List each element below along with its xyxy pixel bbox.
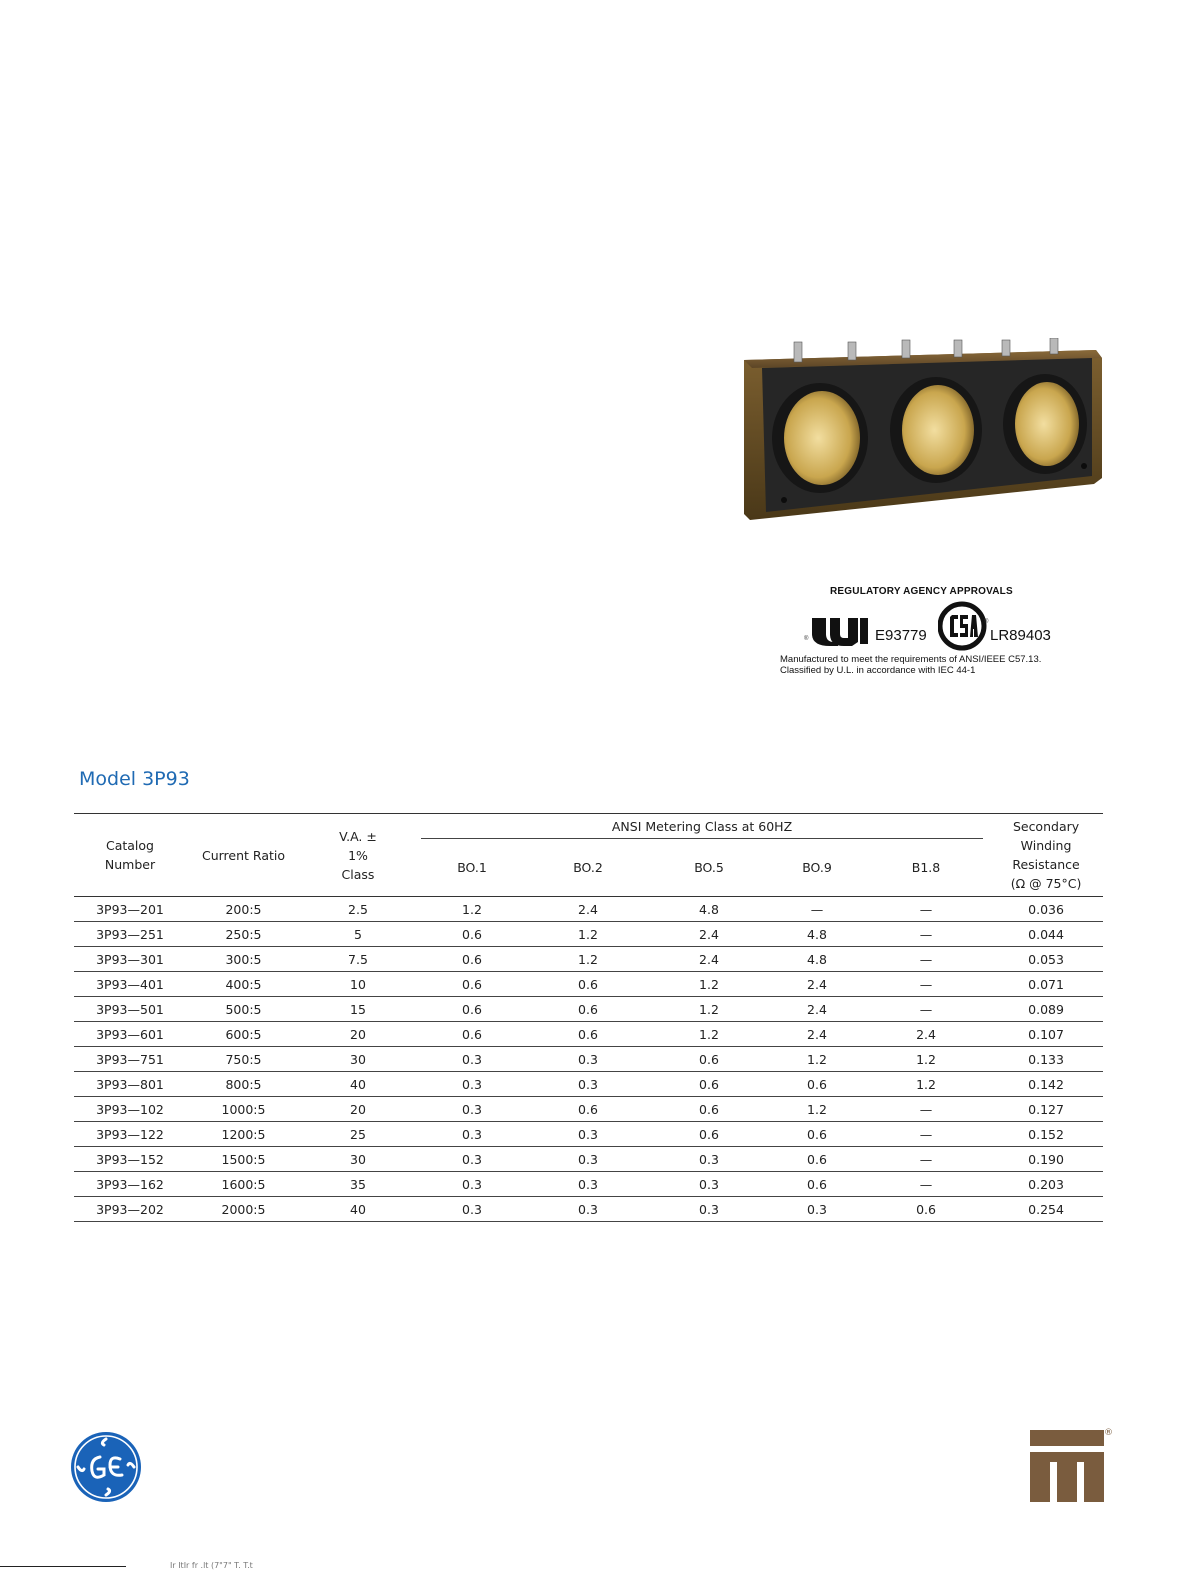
cell-current-ratio: 800:5 — [186, 1072, 301, 1097]
cell-current-ratio: 1000:5 — [186, 1097, 301, 1122]
cell-bo1: 0.6 — [415, 972, 529, 997]
cell-b18: — — [863, 1172, 989, 1197]
cell-bo9: 1.2 — [771, 1047, 863, 1072]
csa-logo-icon — [938, 601, 990, 651]
cell-resistance: 0.190 — [989, 1147, 1103, 1172]
cell-va-class: 20 — [301, 1022, 415, 1047]
footer-text: Ir ItIr fr .lt (7"7" T. T.t — [170, 1561, 253, 1570]
cell-current-ratio: 200:5 — [186, 897, 301, 922]
header-current-ratio: Current Ratio — [201, 847, 285, 863]
cell-bo5: 2.4 — [647, 922, 771, 947]
cell-resistance: 0.142 — [989, 1072, 1103, 1097]
cell-b18: — — [863, 922, 989, 947]
cell-resistance: 0.089 — [989, 997, 1103, 1022]
table-row — [74, 1072, 1103, 1097]
header-ansi-group: ANSI Metering Class at 60HZ — [415, 814, 989, 840]
table-row — [74, 1197, 1103, 1222]
cell-b18: — — [863, 897, 989, 922]
cell-va-class: 35 — [301, 1172, 415, 1197]
csa-file-number: LR89403 — [990, 627, 1051, 644]
table-row — [74, 1172, 1103, 1197]
cell-b18: — — [863, 947, 989, 972]
table-row — [74, 1097, 1103, 1122]
cell-bo9: 4.8 — [771, 922, 863, 947]
cell-b18: — — [863, 1097, 989, 1122]
header-bo9: BO.9 — [802, 860, 832, 875]
cell-current-ratio: 1200:5 — [186, 1122, 301, 1147]
cell-resistance: 0.107 — [989, 1022, 1103, 1047]
cell-va-class: 30 — [301, 1147, 415, 1172]
cell-catalog-number: 3P93—102 — [74, 1097, 186, 1122]
cell-catalog-number: 3P93—601 — [74, 1022, 186, 1047]
cell-bo1: 0.3 — [415, 1147, 529, 1172]
cell-bo9: 1.2 — [771, 1097, 863, 1122]
cell-va-class: 25 — [301, 1122, 415, 1147]
cell-resistance: 0.036 — [989, 897, 1103, 922]
cell-catalog-number: 3P93—251 — [74, 922, 186, 947]
cell-bo1: 0.6 — [415, 922, 529, 947]
cell-bo2: 0.3 — [529, 1172, 647, 1197]
cell-b18: 2.4 — [863, 1022, 989, 1047]
csa-reg-mark: ® — [984, 619, 989, 625]
table-row — [74, 1122, 1103, 1147]
table-row — [74, 1047, 1103, 1072]
model-title: Model 3P93 — [79, 768, 190, 790]
cell-bo5: 0.6 — [647, 1047, 771, 1072]
ul-reg-mark: ® — [804, 636, 809, 642]
cell-bo2: 2.4 — [529, 897, 647, 922]
cell-catalog-number: 3P93—162 — [74, 1172, 186, 1197]
table-row — [74, 972, 1103, 997]
ge-logo-icon — [70, 1431, 142, 1503]
header-va-class: V.A. ± 1% Class — [339, 828, 377, 882]
cell-catalog-number: 3P93—501 — [74, 997, 186, 1022]
cell-bo5: 1.2 — [647, 997, 771, 1022]
cell-bo1: 0.3 — [415, 1072, 529, 1097]
cell-va-class: 2.5 — [301, 897, 415, 922]
cell-va-class: 30 — [301, 1047, 415, 1072]
cell-bo9: 2.4 — [771, 972, 863, 997]
cell-bo1: 0.3 — [415, 1047, 529, 1072]
cell-bo2: 0.3 — [529, 1147, 647, 1172]
product-photo — [740, 338, 1108, 524]
approvals-note-line2: Classified by U.L. in accordance with IEC 44-1 — [780, 665, 976, 676]
cell-bo2: 0.3 — [529, 1197, 647, 1222]
cell-bo5: 0.6 — [647, 1072, 771, 1097]
approvals-heading: REGULATORY AGENCY APPROVALS — [830, 586, 1013, 597]
cell-current-ratio: 300:5 — [186, 947, 301, 972]
table-row — [74, 1147, 1103, 1172]
cell-bo9: 0.6 — [771, 1122, 863, 1147]
cell-current-ratio: 250:5 — [186, 922, 301, 947]
cell-va-class: 40 — [301, 1072, 415, 1097]
table-row — [74, 947, 1103, 972]
cell-resistance: 0.127 — [989, 1097, 1103, 1122]
regulatory-approvals — [778, 584, 1098, 684]
cell-bo9: 4.8 — [771, 947, 863, 972]
cell-va-class: 5 — [301, 922, 415, 947]
cell-catalog-number: 3P93—152 — [74, 1147, 186, 1172]
cell-va-class: 10 — [301, 972, 415, 997]
cell-current-ratio: 600:5 — [186, 1022, 301, 1047]
spec-table-body — [74, 897, 1103, 1222]
approvals-note-line1: Manufactured to meet the requirements of ANSI/IEEE C57.13. — [780, 654, 1042, 665]
cell-bo1: 0.6 — [415, 947, 529, 972]
cell-bo2: 1.2 — [529, 922, 647, 947]
cell-bo5: 0.3 — [647, 1147, 771, 1172]
cell-current-ratio: 1500:5 — [186, 1147, 301, 1172]
cell-bo9: 0.3 — [771, 1197, 863, 1222]
approvals-note — [780, 654, 1041, 676]
iti-logo-icon — [1030, 1430, 1104, 1502]
table-row — [74, 897, 1103, 922]
cell-bo2: 0.6 — [529, 1097, 647, 1122]
cell-bo1: 0.3 — [415, 1097, 529, 1122]
header-bo1: BO.1 — [457, 860, 487, 875]
cell-bo5: 4.8 — [647, 897, 771, 922]
cell-catalog-number: 3P93—801 — [74, 1072, 186, 1097]
header-bo5: BO.5 — [694, 860, 724, 875]
cell-bo9: 0.6 — [771, 1072, 863, 1097]
cell-bo9: 0.6 — [771, 1147, 863, 1172]
cell-b18: — — [863, 1122, 989, 1147]
cell-bo5: 1.2 — [647, 1022, 771, 1047]
cell-bo2: 0.6 — [529, 1022, 647, 1047]
cell-bo1: 0.3 — [415, 1172, 529, 1197]
table-row — [74, 922, 1103, 947]
cell-bo5: 0.3 — [647, 1197, 771, 1222]
cell-bo9: 0.6 — [771, 1172, 863, 1197]
cell-va-class: 7.5 — [301, 947, 415, 972]
cell-resistance: 0.203 — [989, 1172, 1103, 1197]
cell-b18: 1.2 — [863, 1047, 989, 1072]
cell-bo9: 2.4 — [771, 1022, 863, 1047]
cell-bo2: 0.3 — [529, 1047, 647, 1072]
header-catalog-number: Catalog Number — [104, 838, 156, 872]
cell-b18: 0.6 — [863, 1197, 989, 1222]
cell-resistance: 0.053 — [989, 947, 1103, 972]
cell-resistance: 0.152 — [989, 1122, 1103, 1147]
header-b18: B1.8 — [911, 860, 941, 875]
spec-table — [74, 813, 1103, 1222]
cell-bo1: 0.6 — [415, 1022, 529, 1047]
table-row — [74, 997, 1103, 1022]
cell-bo5: 0.6 — [647, 1122, 771, 1147]
cell-bo2: 0.3 — [529, 1072, 647, 1097]
cell-catalog-number: 3P93—202 — [74, 1197, 186, 1222]
cell-va-class: 20 — [301, 1097, 415, 1122]
cell-resistance: 0.254 — [989, 1197, 1103, 1222]
cell-b18: — — [863, 997, 989, 1022]
cell-bo1: 0.3 — [415, 1122, 529, 1147]
cell-catalog-number: 3P93—301 — [74, 947, 186, 972]
cell-catalog-number: 3P93—201 — [74, 897, 186, 922]
cell-catalog-number: 3P93—122 — [74, 1122, 186, 1147]
footer-rule — [0, 1566, 126, 1567]
cell-current-ratio: 400:5 — [186, 972, 301, 997]
cell-b18: 1.2 — [863, 1072, 989, 1097]
cell-current-ratio: 2000:5 — [186, 1197, 301, 1222]
header-bo2: BO.2 — [573, 860, 603, 875]
cell-bo5: 2.4 — [647, 947, 771, 972]
cell-bo2: 1.2 — [529, 947, 647, 972]
cell-bo2: 0.6 — [529, 997, 647, 1022]
cell-bo9: 2.4 — [771, 997, 863, 1022]
cell-bo9: — — [771, 897, 863, 922]
cell-bo5: 0.6 — [647, 1097, 771, 1122]
cell-b18: — — [863, 972, 989, 997]
cell-va-class: 40 — [301, 1197, 415, 1222]
cell-resistance: 0.071 — [989, 972, 1103, 997]
iti-reg-mark: ® — [1104, 1428, 1113, 1438]
cell-va-class: 15 — [301, 997, 415, 1022]
cell-catalog-number: 3P93—751 — [74, 1047, 186, 1072]
ul-file-number: E93779 — [875, 627, 927, 644]
header-resistance: Secondary Winding Resistance (Ω @ 75°C) — [1010, 819, 1082, 891]
cell-resistance: 0.044 — [989, 922, 1103, 947]
cell-resistance: 0.133 — [989, 1047, 1103, 1072]
cell-bo2: 0.3 — [529, 1122, 647, 1147]
cell-bo1: 1.2 — [415, 897, 529, 922]
table-row — [74, 1022, 1103, 1047]
cell-current-ratio: 1600:5 — [186, 1172, 301, 1197]
cell-bo1: 0.3 — [415, 1197, 529, 1222]
cell-bo5: 0.3 — [647, 1172, 771, 1197]
cell-bo2: 0.6 — [529, 972, 647, 997]
ul-logo-icon — [804, 612, 874, 648]
cell-current-ratio: 750:5 — [186, 1047, 301, 1072]
cell-catalog-number: 3P93—401 — [74, 972, 186, 997]
cell-bo1: 0.6 — [415, 997, 529, 1022]
cell-bo5: 1.2 — [647, 972, 771, 997]
cell-current-ratio: 500:5 — [186, 997, 301, 1022]
cell-b18: — — [863, 1147, 989, 1172]
